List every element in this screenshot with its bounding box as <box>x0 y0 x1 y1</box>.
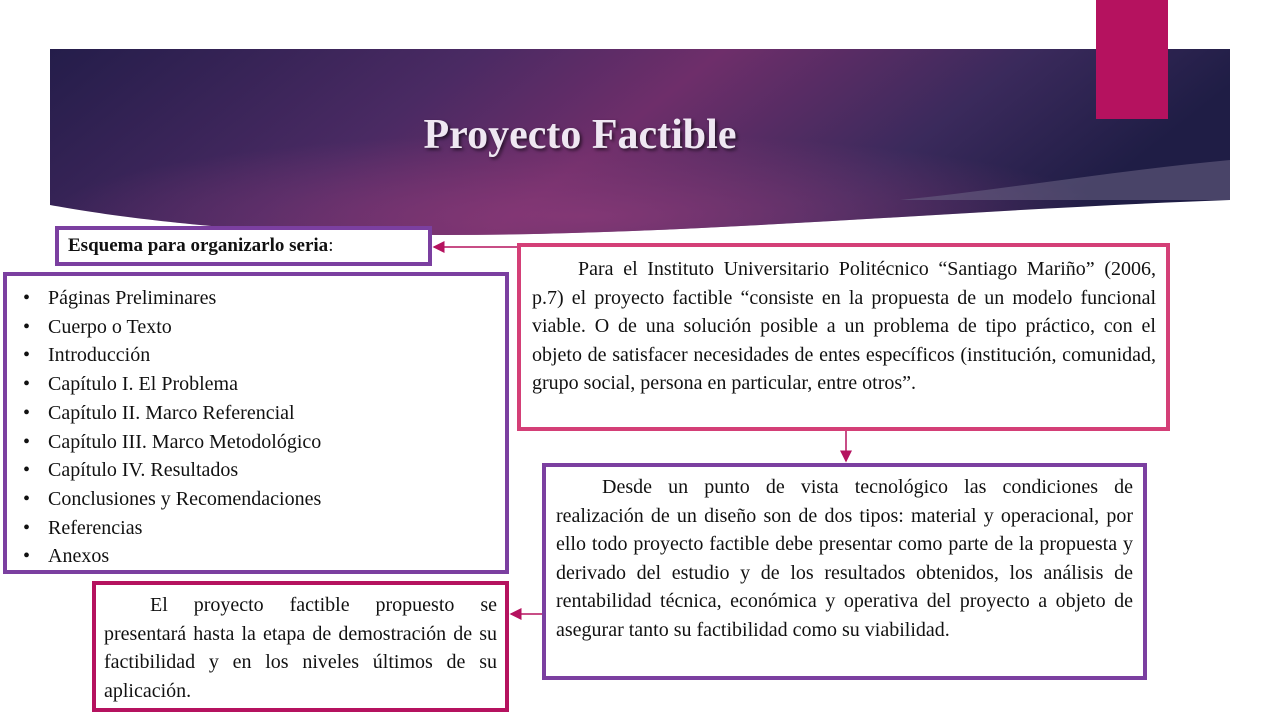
list-item: • Anexos <box>23 542 495 571</box>
outline-list <box>23 284 495 571</box>
scope-text: El proyecto factible propuesto se presentará hasta la etapa de demostración de su factibilidad y en los niveles últimos de su aplicación. <box>104 594 497 702</box>
outline-heading: Esquema para organizarlo seria <box>68 235 329 256</box>
accent-tab <box>1096 0 1168 119</box>
technological-text: Desde un punto de vista tecnológico las condiciones de realización de un diseño son de dos tipos: material y operacional, por ello todo proyecto factible debe presentar como parte de la propuesta y derivado del estudio y de los resultados obtenidos, los análisis de rentabilidad técnica, económica y operativa del proyecto a objeto de asegurar tanto su factibilidad como su viabilidad. <box>556 476 1133 641</box>
outline-heading-colon: : <box>328 235 334 256</box>
outline-list-box <box>3 272 509 574</box>
definition-text: Para el Instituto Universitario Politécnico “Santiago Mariño” (2006, p.7) el proyecto factible “consiste en la propuesta de un modelo funcional viable. O de una solución posible a un problema de tipo práctico, con el objeto de satisfacer necesidades de entes específicos (institución, comunidad, grupo social, persona en particular, entre otros”. <box>532 258 1156 395</box>
list-item: • Conclusiones y Recomendaciones <box>23 485 495 514</box>
slide-title: Proyecto Factible <box>423 112 737 158</box>
list-item: • Capítulo II. Marco Referencial <box>23 399 495 428</box>
list-item: • Capítulo I. El Problema <box>23 370 495 399</box>
list-item: • Cuerpo o Texto <box>23 313 495 342</box>
definition-box <box>517 243 1170 431</box>
list-item: • Páginas Preliminares <box>23 284 495 313</box>
list-item: • Referencias <box>23 514 495 543</box>
scope-box <box>92 581 509 712</box>
technological-box <box>542 463 1147 680</box>
list-item: • Introducción <box>23 341 495 370</box>
list-item: • Capítulo III. Marco Metodológico <box>23 428 495 457</box>
list-item: • Capítulo IV. Resultados <box>23 456 495 485</box>
outline-heading-box <box>55 226 432 266</box>
